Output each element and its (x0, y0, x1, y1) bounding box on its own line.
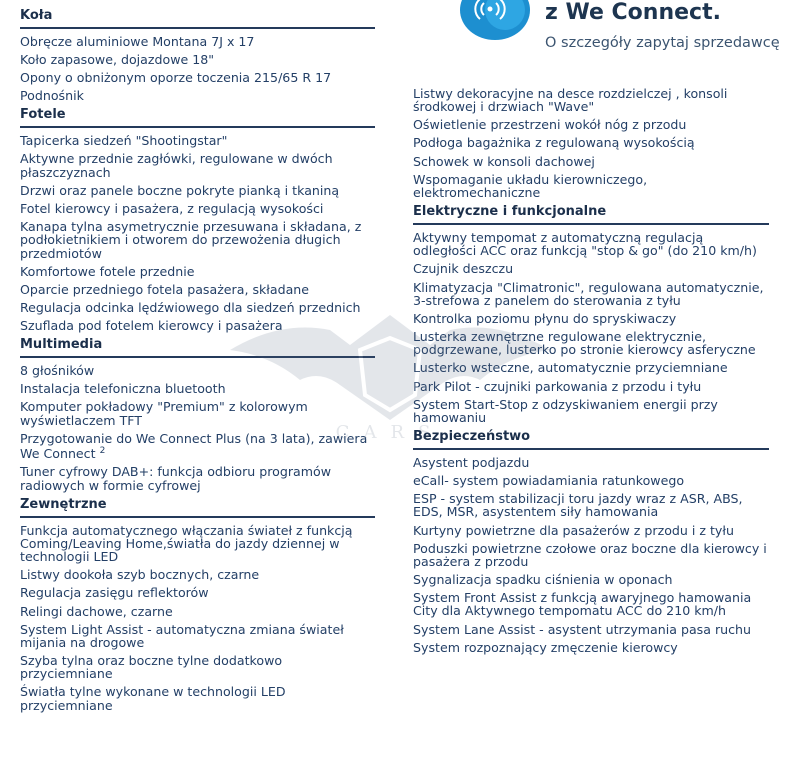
list-item-with-footnote (20, 432, 375, 461)
left-column (20, 0, 375, 717)
list-item: Tapicerka siedzeń "Shootingstar" (20, 133, 228, 149)
section-wheels (20, 8, 375, 103)
section-multimedia (20, 337, 375, 492)
list-item: Lusterka zewnętrzne regulowane elektrycznie, podgrzewane, lusterko po stronie kierowcy asferyczne (413, 329, 756, 358)
section-electrical (413, 204, 769, 424)
list-item: Opony o obniżonym oporze toczenia 215/65 R 17 (20, 70, 332, 86)
list-item: Funkcja automatycznego włączania świateł z funkcją Coming/Leaving Home,światła do jazdy dziennej w technologii LED (20, 522, 353, 565)
list-item: Drzwi oraz panele boczne pokryte pianką i tkaniną (20, 182, 340, 198)
list-item: Światła tylne wykonane w technologii LED przyciemniane (20, 684, 286, 713)
list-item: Czujnik deszczu (413, 261, 514, 277)
banner-subtitle: O szczegóły zapytaj sprzedawcę (545, 35, 780, 51)
banner-title: z We Connect. (545, 0, 721, 25)
footnote-marker: 2 (99, 445, 106, 456)
list-item: ESP - system stabilizacji toru jazdy wraz z ASR, ABS, EDS, MSR, asystentem siły hamowania (413, 491, 743, 520)
list-item: Komputer pokładowy "Premium" z kolorowym wyświetlaczem TFT (20, 399, 308, 428)
list-item: System Light Assist - automatyczna zmiana świateł mijania na drogowe (20, 621, 344, 650)
list-item: Fotel kierowcy i pasażera, z regulacją wysokości (20, 200, 324, 216)
list-item: Oparcie przedniego fotela pasażera, składane (20, 281, 310, 297)
list-item: Listwy dekoracyjne na desce rozdzielczej , konsoli środkowej i drzwiach "Wave" (413, 86, 728, 115)
list-item: Kontrolka poziomu płynu do spryskiwaczy (413, 310, 677, 326)
list-item: 8 głośników (20, 363, 95, 379)
list-item: Sygnalizacja spadku ciśnienia w oponach (413, 572, 673, 588)
list-item: Relingi dachowe, czarne (20, 603, 173, 619)
section-heading: Koła (20, 8, 375, 29)
list-item: System Start-Stop z odzyskiwaniem energii przy hamowaniu (413, 396, 718, 425)
list-item: Regulacja odcinka lędźwiowego dla siedzeń przednich (20, 299, 361, 315)
list-item-text: Przygotowanie do We Connect Plus (na 3 lata), zawiera We Connect (20, 430, 368, 462)
list-item: Poduszki powietrzne czołowe oraz boczne dla kierowcy i pasażera z przodu (413, 540, 767, 569)
section-seats (20, 107, 375, 332)
section-heading: Fotele (20, 107, 375, 128)
list-item: Klimatyzacja "Climatronic", regulowana automatycznie, 3-strefowa z panelem do sterowania z tyłu (413, 279, 764, 308)
list-item: Podłoga bagażnika z regulowaną wysokością (413, 135, 695, 151)
section-heading: Elektryczne i funkcjonalne (413, 204, 769, 225)
list-item: Kurtyny powietrzne dla pasażerów z przodu i z tyłu (413, 522, 734, 538)
list-item: Koło zapasowe, dojazdowe 18" (20, 52, 215, 68)
list-item: Aktywne przednie zagłówki, regulowane w dwóch płaszczyznach (20, 151, 333, 180)
list-item: Instalacja telefoniczna bluetooth (20, 381, 226, 397)
list-item: System rozpoznający zmęczenie kierowcy (413, 639, 678, 655)
list-item: Lusterko wsteczne, automatycznie przyciemniane (413, 360, 728, 376)
section-heading: Multimedia (20, 337, 375, 358)
list-item: Asystent podjazdu (413, 455, 530, 470)
section-safety (413, 429, 769, 654)
list-item: Tuner cyfrowy DAB+: funkcja odbioru programów radiowych w formie cyfrowej (20, 464, 332, 493)
list-item: Oświetlenie przestrzeni wokół nóg z przodu (413, 117, 687, 133)
list-item: Szuflada pod fotelem kierowcy i pasażera (20, 318, 283, 334)
list-item: Listwy dookoła szyb bocznych, czarne (20, 567, 260, 583)
list-item: Obręcze aluminiowe Montana 7J x 17 (20, 34, 255, 49)
list-item: Aktywny tempomat z automatyczną regulacją odległości ACC oraz funkcją "stop & go" (do 210 km/h) (413, 230, 757, 259)
watermark-text: CARS (335, 422, 445, 443)
section-exterior (20, 497, 375, 712)
list-item: Kanapa tylna asymetrycznie przesuwana i składana, z podłokietnikiem i otworem do przewożenia długich przedmiotów (20, 219, 362, 261)
list-item: Wspomaganie układu kierowniczego, elektromechaniczne (413, 171, 648, 200)
section-heading: Zewnętrzne (20, 497, 375, 518)
list-item: Regulacja zasięgu reflektorów (20, 585, 209, 601)
section-interior-continued (413, 87, 769, 199)
list-item: Schowek w konsoli dachowej (413, 153, 595, 169)
right-column (413, 0, 769, 659)
section-heading: Bezpieczeństwo (413, 429, 769, 450)
list-item: Podnośnik (20, 88, 84, 104)
list-item: System Front Assist z funkcją awaryjnego hamowania City dla Aktywnego tempomatu ACC do 210 km/h (413, 590, 752, 619)
list-item: System Lane Assist - asystent utrzymania pasa ruchu (413, 621, 752, 637)
list-item: eCall- system powiadamiania ratunkowego (413, 473, 685, 489)
list-item: Park Pilot - czujniki parkowania z przodu i tyłu (413, 378, 702, 394)
list-item: Komfortowe fotele przednie (20, 263, 195, 279)
list-item: Szyba tylna oraz boczne tylne dodatkowo przyciemniane (20, 653, 283, 682)
